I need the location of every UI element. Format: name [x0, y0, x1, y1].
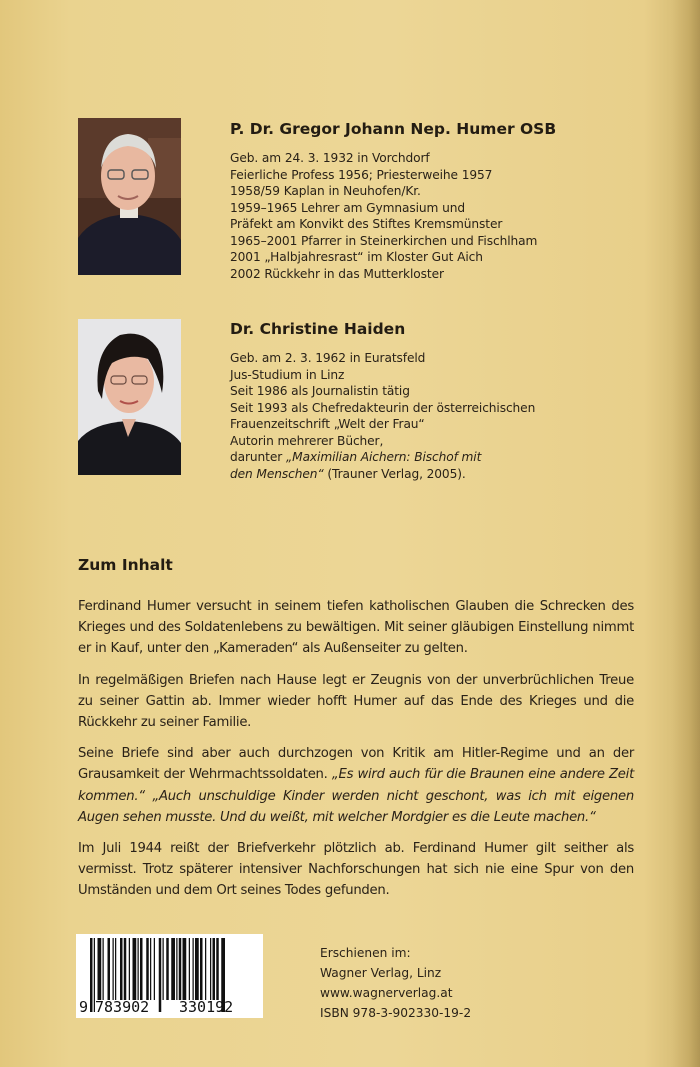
barcode-bar — [171, 938, 175, 1000]
paragraph-text: Seine Briefe sind aber auch durchzogen von Kritik am Hitler-Regime und an der Grausamkeit der Wehrmachtssoldaten. — [78, 746, 634, 783]
barcode-bar — [146, 938, 149, 1000]
author-bio-haiden — [230, 320, 610, 482]
barcode-bar — [108, 938, 111, 1000]
quote-text: „Es wird auch für die Braunen eine andere Zeit kommen.“ „Auch unschuldige Kinder werden nicht geschont, was ich mit eigenen Augen sehen musste. Und du weißt, mit welcher Mordgier es die Leute machen.“ — [78, 767, 635, 825]
barcode-digit-group: 330192 — [179, 998, 234, 1016]
barcode-bar — [140, 938, 143, 1000]
isbn-barcode — [76, 934, 263, 1018]
bio-line: Präfekt am Konvikt des Stiftes Kremsmünster — [230, 217, 503, 231]
author-photo-humer — [78, 118, 181, 275]
book-title: „Maximilian Aichern: Bischof mit — [285, 450, 482, 464]
bio-line: Geb. am 2. 3. 1962 in Euratsfeld — [230, 351, 426, 365]
paragraph — [78, 743, 634, 828]
paragraph: Im Juli 1944 reißt der Briefverkehr plötzlich ab. Ferdinand Humer gilt seither als vermisst. Trotz späterer intensiver Nachforschungen hat sich nie eine Spur von den Umständen und dem Ort seines Todes gefunden. — [78, 841, 634, 899]
publisher-label: Erschienen im: — [320, 946, 411, 960]
barcode-bar — [210, 938, 211, 1000]
barcode-bar — [193, 938, 194, 1000]
author-name: Dr. Christine Haiden — [230, 320, 406, 338]
isbn-number: ISBN 978-3-902330-19-2 — [320, 1006, 472, 1020]
barcode-bar — [129, 938, 130, 1000]
bio-line: Seit 1993 als Chefredakteurin der österreichischen — [230, 400, 536, 415]
bio-line: 1965–2001 Pfarrer in Steinerkirchen und Fischlham — [230, 233, 538, 248]
barcode-bar — [216, 938, 219, 1000]
paragraph: Ferdinand Humer versucht in seinem tiefen katholischen Glauben die Schrecken des Krieges und des Soldatenlebens zu bewältigen. Mit seiner gläubigen Einstellung nimmt er in Kauf, unter den „Kameraden“ als Außenseiter zu gelten. — [78, 599, 634, 657]
barcode-bar — [195, 938, 199, 1000]
bio-line: Autorin mehrerer Bücher, — [230, 433, 384, 448]
bio-line: 1958/59 Kaplan in Neuhofen/Kr. — [230, 184, 421, 198]
barcode-bar — [120, 938, 123, 1000]
barcode-bar — [163, 938, 164, 1000]
cover-edge-shadow — [672, 0, 700, 1067]
paragraph: In regelmäßigen Briefen nach Hause legt er Zeugnis von der unverbrüchlichen Treue zu seiner Gattin ab. Immer wieder hofft Humer auf das Ende des Krieges und die Rückkehr zu seiner Familie. — [78, 672, 634, 731]
barcode-bar — [133, 938, 137, 1000]
bio-line: 2001 „Halbjahresrast“ im Kloster Gut Aich — [230, 250, 483, 264]
bio-line — [230, 466, 610, 483]
barcode-bar — [113, 938, 114, 1000]
bio-text: darunter — [230, 450, 286, 464]
publisher-info — [320, 943, 471, 1023]
barcode-bar — [213, 938, 216, 1000]
barcode-bar — [179, 938, 182, 1000]
barcode-bar — [176, 938, 177, 1000]
bio-text: (Trauner Verlag, 2005). — [323, 466, 466, 481]
barcode-bar — [150, 938, 151, 1000]
book-title: den Menschen“ — [230, 466, 324, 481]
barcode-digits — [76, 996, 263, 1018]
bio-line: Feierliche Profess 1956; Priesterweihe 1957 — [230, 167, 493, 182]
author-bio-humer — [230, 120, 610, 282]
barcode-digit-group: 783902 — [95, 998, 150, 1016]
bio-line: Geb. am 24. 3. 1932 in Vorchdorf — [230, 151, 430, 165]
barcode-bar — [115, 938, 116, 1000]
author-name: P. Dr. Gregor Johann Nep. Humer OSB — [230, 120, 557, 138]
barcode-bar — [103, 938, 104, 1000]
publisher-website: www.wagnerverlag.at — [320, 986, 453, 1000]
section-heading: Zum Inhalt — [78, 556, 173, 574]
bio-line: Jus-Studium in Linz — [230, 367, 345, 382]
bio-line: Seit 1986 als Journalistin tätig — [230, 384, 410, 398]
publisher-name: Wagner Verlag, Linz — [320, 966, 442, 980]
barcode-bar — [205, 938, 206, 1000]
barcode-first-digit: 9 — [79, 998, 89, 1016]
bio-line: 2002 Rückkehr in das Mutterkloster — [230, 266, 444, 281]
bio-line: Frauenzeitschrift „Welt der Frau“ — [230, 417, 425, 431]
barcode-bar — [183, 938, 187, 1000]
bio-line — [230, 449, 610, 466]
barcode-bar — [166, 938, 169, 1000]
barcode-bar — [154, 938, 155, 1000]
barcode-bar — [124, 938, 127, 1000]
bio-line: 1959–1965 Lehrer am Gymnasium und — [230, 200, 465, 215]
barcode-bar — [138, 938, 139, 1000]
barcode-bar — [98, 938, 102, 1000]
barcode-bar — [200, 938, 203, 1000]
blurb-text — [78, 596, 634, 912]
barcode-bar — [189, 938, 190, 1000]
author-photo-haiden — [78, 319, 181, 475]
